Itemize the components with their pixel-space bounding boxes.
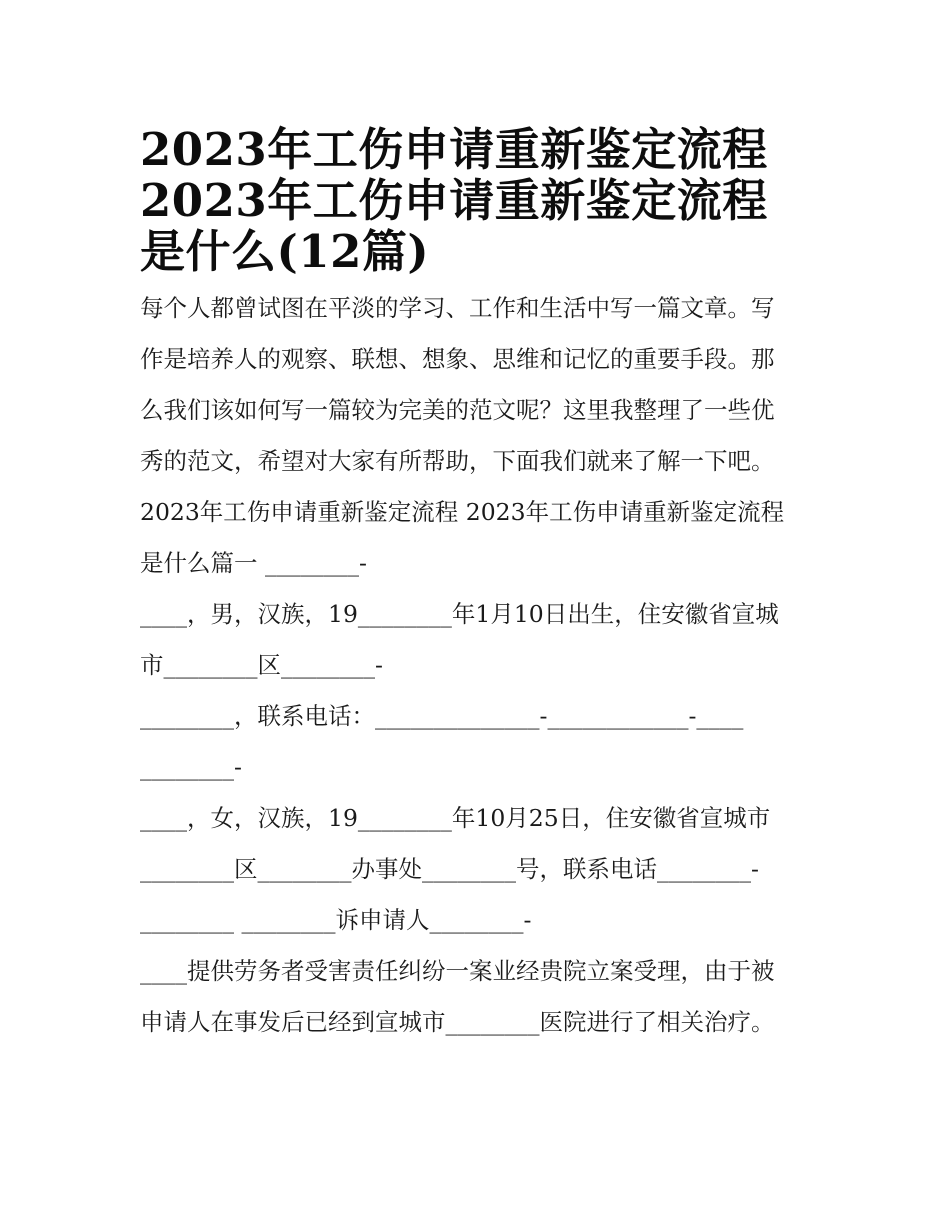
title-line: 是什么(12篇) [140,225,430,278]
body-line: 么我们该如何写一篇较为完美的范文呢？这里我整理了一些优 [140,396,775,424]
title-line: 2023年工伤申请重新鉴定流程 [140,123,768,176]
document-body [140,283,820,1048]
body-line: 每个人都曾试图在平淡的学习、工作和生活中写一篇文章。写 [140,294,775,322]
body-line: 是什么篇一 ________- [140,549,367,577]
body-line: 市________区________- [140,651,383,679]
document-title [140,112,820,278]
body-line: ____，男，汉族，19________年1月10日出生，住安徽省宣城 [140,600,779,628]
body-line: ____，女，汉族，19________年10月25日，住安徽省宣城市 [140,804,771,832]
body-line: 2023年工伤申请重新鉴定流程 2023年工伤申请重新鉴定流程 [140,498,785,526]
body-line: 秀的范文，希望对大家有所帮助，下面我们就来了解一下吧。 [140,447,775,475]
body-line: ________ ________诉申请人________- [140,906,532,934]
body-line: 申请人在事发后已经到宣城市________医院进行了相关治疗。 [140,1008,775,1036]
document-page [140,112,820,1048]
body-line: ____提供劳务者受害责任纠纷一案业经贵院立案受理，由于被 [140,957,775,985]
body-line: ________- [140,753,242,781]
title-line: 2023年工伤申请重新鉴定流程 [140,174,768,227]
body-line: ________，联系电话：______________-____________-____ [140,702,744,730]
body-line: 作是培养人的观察、联想、想象、思维和记忆的重要手段。那 [140,345,775,373]
body-line: ________区________办事处________号，联系电话________- [140,855,759,883]
